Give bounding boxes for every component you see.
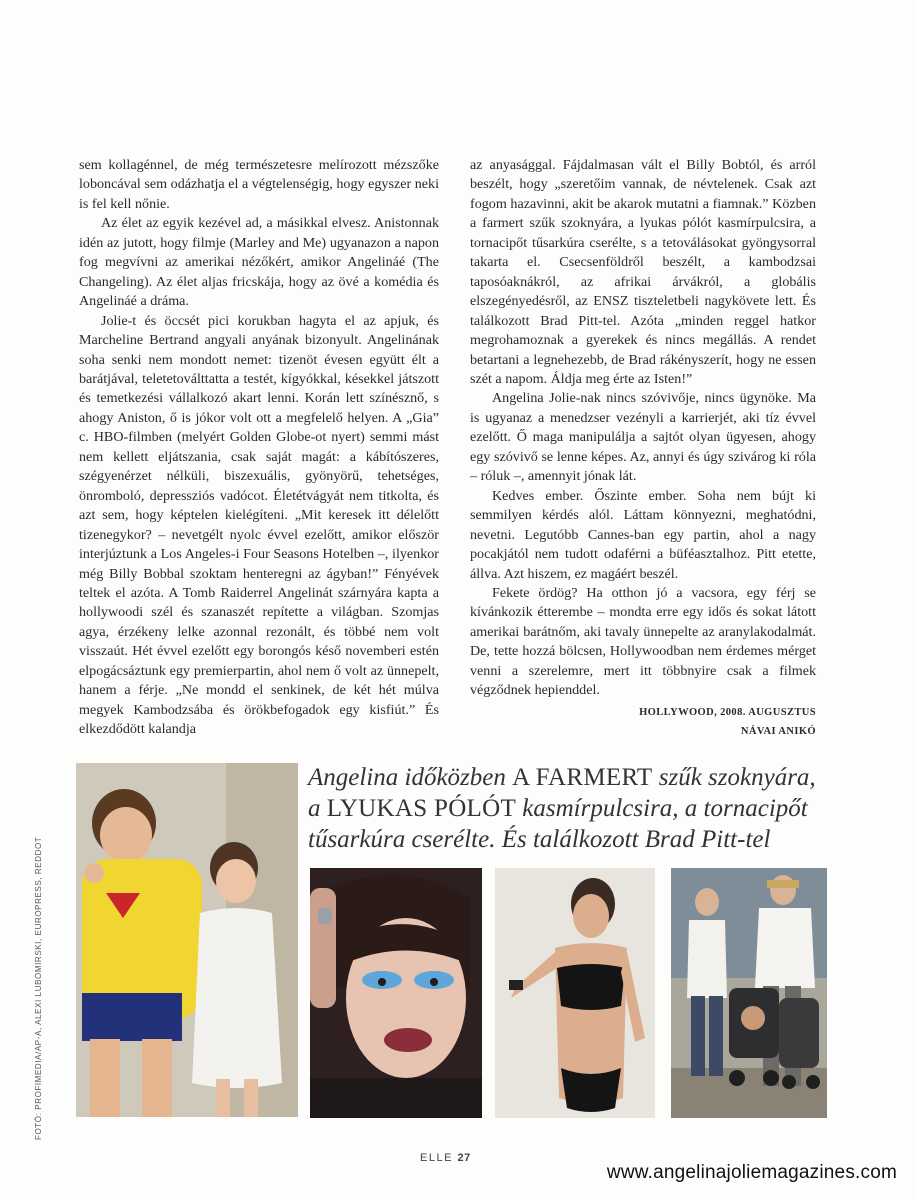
photo-street-family	[671, 868, 827, 1118]
article-paragraph: Angelina Jolie-nak nincs szóvivője, nincs ügynöke. Ma is ugyanaz a menedzser vezényli a karrierjét, aki tíz évvel ezelőtt. Ő maga manipulálja a sajtót olyan ügyesen, ahogy egy szóvivő se lenne képes. Az, annyi és úgy szivárog ki róla – róluk –, amennyit jónak lát.	[470, 390, 816, 485]
pull-quote	[308, 762, 848, 855]
pull-quote-text: tűsarkúra cserélte. És találkozott Brad Pitt-tel	[308, 826, 771, 853]
byline	[470, 703, 816, 741]
article-column-right	[470, 156, 816, 741]
page-number: 27	[457, 1152, 471, 1164]
pull-quote-text: kasmírpulcsira, a tornacipőt	[522, 795, 808, 822]
magazine-name: ELLE	[420, 1152, 453, 1164]
article-paragraph: Kedves ember. Őszinte ember. Soha nem bújt ki semmilyen kérdés alól. Láttam könnyezni, meghatódni, nevetni. Legutóbb Cannes-ban egy partin, ahol a nagy pocakjától nem tudott odaférni a büféasztalhoz. Pitt etette, állva. Azt hiszem, ez magáért beszél.	[470, 487, 816, 582]
article-paragraph: Az élet az egyik kezével ad, a másikkal elvesz. Anistonnak idén az jutott, hogy filmje (Marley and Me) ugyanazon a napon fog megvívni az amerikai nézőkért, amikor Angelináé (The Changeling). Az élet aljas fricskája, hogy az övé a komédia és Angelináé a dráma.	[79, 215, 439, 310]
article-paragraph: sem kollagénnel, de még természetesre melírozott mézszőke loboncával sem odázhatja el a végtelenségig, hogy egyszer neki is fel kell nőnie.	[79, 157, 439, 212]
pull-quote-text: szűk szoknyára,	[658, 764, 816, 791]
pull-quote-caps: LYUKAS PÓLÓT	[326, 795, 517, 822]
pull-quote-caps: A FARMERT	[512, 764, 653, 791]
watermark-url: www.angelinajoliemagazines.com	[606, 1162, 897, 1183]
pull-quote-text: a	[308, 795, 321, 822]
photo-children	[76, 763, 298, 1117]
article-column-left	[79, 156, 439, 740]
photo-portrait	[310, 868, 482, 1118]
article-paragraph: Jolie-t és öccsét pici korukban hagyta el az apjuk, és Marcheline Bertrand angyali anyának bizonyult. Angelinának soha senki nem mondott nemet: tizenöt évesen együtt élt a barátjával, teletetoválttatta a testét, kígyókkal, késekkel játszott és temetkezési vállalkozó akart lenni. Korán lett színésznő, s ahogy Aniston, ő is jókor volt ott a megfelelő helyen. A „Gia” c. HBO-filmben (melyért Golden Globe-ot nyert) semmi mást nem kellett eljátszania, csak saját magát: a kábítószeres, szégyenérzet nélküli, biszexuális, gyönyörű, tehetséges, önromboló, depressziós vadócot. Életétvágyát nem titkolta, és azt sem, hogy képtelen kielégíteni. „Mit keresek itt délelőtt tizenegykor? – nevetgélt nyolc évvel ezelőtt, amikor először interjúztunk a Los Angeles-i Four Seasons Hotelben –, ilyenkor még Billy Bobbal szoktam henteregni az ágyban!” Fényévek teltek el azóta. A Tomb Raiderrel Angelinát szárnyára kapta a hollywoodi szél és szanaszét repítette a világban. Szomjas agya, érzékeny lelke azonnal rezonált, és többé nem volt visszaút. Hét évvel ezelőtt egy borongós késő novemberi estén elpogácsáztunk egy premierpartin, ahol nem ő volt az ünnepelt, hanem a férje. „Ne mondd el senkinek, de két hét múlva megyek Kambodzsába és örökbefogadok egy kisfiút.” És elkezdődött kalandja	[79, 312, 439, 738]
pull-quote-text: Angelina időközben	[308, 764, 506, 791]
dateline: HOLLYWOOD, 2008. AUGUSZTUS	[639, 706, 816, 718]
article-paragraph: Fekete ördög? Ha otthon jó a vacsora, egy férj se kívánkozik étterembe – mondta erre egy idős és sokat látott amerikai barátnőm, aki tavaly ünnepelte az aranylakodalmát. De, tette hozzá bölcsen, Hollywoodban nem érdemes mérget venni a szerelemre, mert itt többnyire csak a filmek végződnek hepienddel.	[470, 584, 816, 699]
photo-children-illustration	[76, 763, 298, 1117]
page-folio	[420, 1152, 471, 1164]
article-paragraph: az anyasággal. Fájdalmasan vált el Billy Bobtól, és arról beszélt, hogy „szeretőim vannak, de névtelenek. Csak azt fogom hazavinni, akit be akarok mutatni a fiamnak.” Közben a farmert szűk szoknyára, a lyukas pólót kasmírpulcsira, a tornacipőt tűsarkúra cserélte, s a tetoválásokat gyöngysorral takarta el. Csecsenföldről beszélt, a kambodzsai taposóaknákról, az afrikai árvákról, a globális elszegényedésről, az ENSZ tiszteletbeli nagykövete lett. És találkozott Brad Pitt-tel. Azóta „minden reggel hatkor megrohamoznak a gyerekek és nincs megállás. A rendet betartani a legnehezebb, de Brad rákényszerít, hogy ne essen szét a napom. Áldja meg érte az Isten!”	[470, 157, 816, 387]
photo-swimsuit	[495, 868, 655, 1118]
photo-street-illustration	[671, 868, 827, 1118]
photo-swimsuit-illustration	[495, 868, 655, 1118]
author: NÁVAI ANIKÓ	[740, 725, 816, 737]
photo-portrait-illustration	[310, 868, 482, 1118]
photo-credit: FOTÓ: PROFIMEDIA/AP-A, ALEXI LUBOMIRSKI, EUROPRESS, REDDOT	[34, 836, 43, 1140]
